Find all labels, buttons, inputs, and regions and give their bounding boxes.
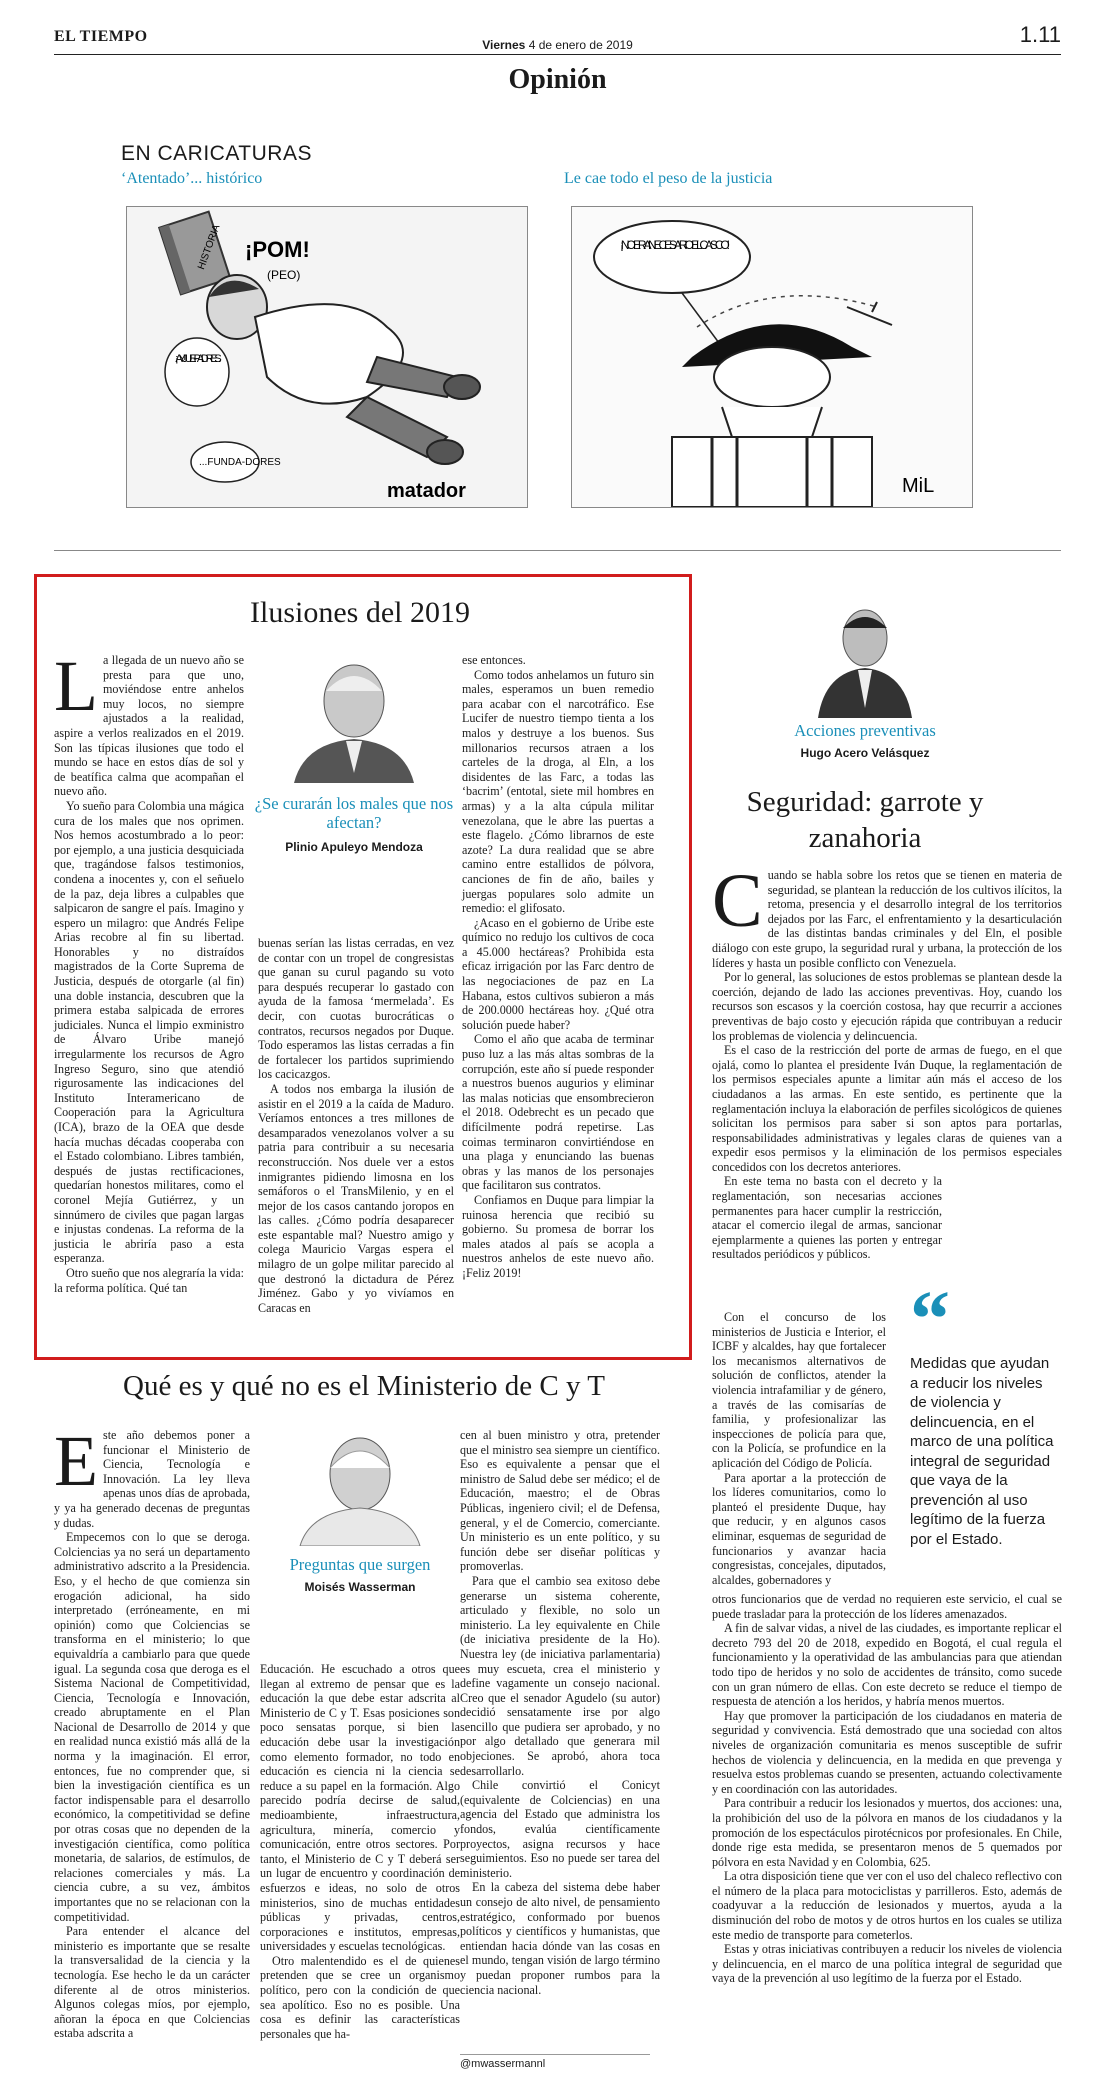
- article3-para: Chile convirtió el Conicyt (equivalente de Colciencias) en una agencia del Estado que administra los fondos, evalúa científicamente proyectos, asigna recursos y hace seguimientos. Eso no puede ser tarea del ministerio.: [460, 1778, 660, 1880]
- mil-signature: MiL: [902, 475, 935, 497]
- issue-date: [0, 38, 1115, 52]
- article3-col1: [54, 1421, 250, 2041]
- article3-title: Qué es y qué no es el Ministerio de C y T: [123, 1370, 605, 1402]
- article2-para-text: uando se habla sobre los retos que se tienen en materia de seguridad, se plantean la reducción de los cultivos ilícitos, la retoma, presencia y el desarrollo integral de los territorios dejados por las Farc, el enfrentamiento y la desarticulación de las distintas bandas criminales y del Eln, el posible diálogo con este grupo, la seguridad rural y urbana, la protección de los líderes y hasta un posible conflicto con Venezuela.: [712, 868, 1062, 970]
- page-number-page: 11: [1038, 22, 1061, 47]
- right-cartoon-art: [572, 207, 972, 507]
- article1-para: ese entonces.: [462, 653, 526, 667]
- issue-date-text: 4 de enero de 2019: [528, 38, 633, 52]
- article2-para: [712, 859, 1062, 970]
- speech-bubble-text: ¡NO ERA NECESARIO EL CASCO!: [620, 238, 730, 252]
- fundadores-text: ...FUNDA-DORES: [199, 457, 281, 468]
- article2-para: Es el caso de la restricción del porte de armas de fuego, en el que ojalá, como lo plantea el presidente Iván Duque, la reglamentación de los permisos especiales apunte a limitar aún más el acceso de los ciudadanos a las armas. En este sentido, es pertinente que la reglamentación incluya la elaboración de perfiles sicológicos de quienes solicitan los permisos para saber si son aptos para portarlas, responsabilidades administrativas y legales claras de quienes van a expedir esos permisos y la eliminación de los permisos especiales concedidos con los decretos anteriores.: [712, 1043, 1062, 1174]
- article3-para: cen al buen ministro y otra, pretender que el ministro sea siempre un científico. Eso es equivalente a pensar que el ministro de Salud debe ser médico; el de Educación, maestro; el de Obras Públicas, ingeniero civil; el de Defensa, general, y el de Comercio, comerciante. Un ministerio es un ente político, y su función debe ser diseñar políticas y promoverlas.: [460, 1428, 660, 1574]
- article3-byline: Moisés Wasserman: [304, 1580, 416, 1594]
- article2-tail: [712, 1592, 1062, 1986]
- twitter-rule: [460, 2054, 650, 2055]
- author-portrait-mendoza: [254, 653, 454, 783]
- article3-para-text: ste año debemos poner a funcionar el Ministerio de Ciencia, Tecnología e Innovación. La ley lleva apenas unos días de aprobada, y ya ha generado decenas de preguntas y dudas.: [54, 1428, 250, 1530]
- article3-para: [54, 1421, 250, 1530]
- author-portrait-acero: [790, 598, 940, 718]
- article1-col1: [54, 646, 244, 1295]
- article3-portrait-block: [260, 1428, 460, 1594]
- article3-col3: [460, 1428, 660, 1997]
- article2-para: En este tema no basta con el decreto y la reglamentación, son necesarias acciones permanentes para hacer cumplir la restricción, atacar el comercio ilegal de armas, sancionar ejemplarmente a quienes las porten y entregar resultados periódicos y públicos.: [712, 1174, 942, 1262]
- article3-para: Otro malentendido es el de quienes pretenden que se cree un organismo político, pero con la condición de que sea apolítico. Eso no es posible. Una cosa es definir las características personales que ha-: [260, 1953, 460, 2041]
- article3-para: Para que el cambio sea exitoso debe generarse un sistema coherente, articulado y flexible, no solo un ministerio. La ley equivalente en Chile (de iniciativa presidente de la Ho). Nuestra ley (de iniciativa parlamentaria) es muy escueta, crea el ministerio y define vagamente un consejo nacional. Creo que el senador Agudelo (su autor) decidió sensatamente irse por algo sencillo que pudiera ser aprobado, y no por algo detallado que generara mil objeciones. Se aprobó, ahora toca desarrollarlo.: [460, 1573, 660, 1778]
- article1-para: Como el año que acaba de terminar puso luz a las más altas sombras de la corrupción, este año sí puede responder a nuestros buenos augurios y eliminar las malas noticias que ensombrecieron el 2018. Odebrecht es un pecado que difícilmente podrá repetirse. Las coimas terminaron convirtiéndose en una plaga y enunciando las buenas obras y las manos de los personajes que facilitaron sus contratos.: [462, 1032, 654, 1193]
- article1-byline: Plinio Apuleyo Mendoza: [285, 840, 423, 854]
- matador-signature: matador: [387, 480, 466, 502]
- page-number: [1020, 22, 1061, 48]
- article2-para: Con el concurso de los ministerios de Justicia e Interior, el ICBF y alcaldes, hay que fortalecer los mecanismos alternativos de solución de conflictos, atender la violencia intrafamiliar y de género, a través de las comisarías de familia, y profesionalizar las inspecciones de policía para que, con la Policía, se profundice en la aplicación del Código de Policía.: [712, 1310, 886, 1470]
- section-divider: [54, 550, 1061, 551]
- author-portrait-wasserman: [260, 1428, 460, 1546]
- left-cartoon-caption: ‘Atentado’... histórico: [121, 170, 263, 187]
- article2-title: Seguridad: garrote y zanahoria: [746, 786, 984, 854]
- article2-narrow-col: [712, 1310, 886, 1587]
- article2-pullquote: Medidas que ayudan a reducir los niveles de violencia y delincuencia, en el marco de una política integral de seguridad que vaya de la prevención al uso legítimo de la fuerza por el Estado.: [910, 1355, 1054, 1548]
- left-cartoon: [126, 206, 528, 508]
- peo-text: (PEO): [267, 268, 301, 282]
- issue-weekday: Viernes: [482, 38, 526, 52]
- article3-portrait-caption: Preguntas que surgen: [289, 1555, 431, 1574]
- article1-col3: [462, 653, 654, 1281]
- article3-para: En la cabeza del sistema debe haber un consejo de alto nivel, de pensamiento estratégico, conformado por buenos políticos y científicos y humanistas, que entiendan hacia dónde van las cosas en el mundo, tengan visión de largo término y puedan proponer rumbos para la ciencia nacional.: [460, 1880, 660, 1997]
- article1-title: Ilusiones del 2019: [250, 596, 470, 629]
- article3-col2: [260, 1662, 460, 2041]
- pom-text: ¡POM!: [245, 237, 310, 262]
- article3-para: Educación. He escuchado a otros que llegan al extremo de pensar que es la educación la que debe estar adscrita al Ministerio de C y T. Esas posiciones son poco sensatas porque, si bien la educación debe usar la investigación como elemento formador, no todo en educación es ciencia ni la ciencia se reduce a su papel en la formación. Algo parecido podría decirse de salud, medioambiente, infraestructura, agricultura, minería, comercio y comunicación, entre otros sectores. Por tanto, el Ministerio de C y T deberá ser un lugar de encuentro y coordinación de esfuerzos e ideas, no solo de otros ministerios, sino de muchas entidades públicas y privadas, centros, corporaciones e institutos, empresas, universidades y escuelas tecnológicas.: [260, 1662, 460, 1954]
- article1-portrait-caption: ¿Se curarán los males que nos afectan?: [254, 794, 454, 832]
- page-number-section: 1.: [1019, 22, 1039, 47]
- article3-twitter: @mwassermannl: [460, 2058, 546, 2070]
- article2-byline: Hugo Acero Velásquez: [800, 746, 930, 760]
- cartoons-heading: EN CARICATURAS: [121, 142, 312, 165]
- article2-para: Por lo general, las soluciones de estos problemas se plantean desde la coerción, dejando de lado las acciones preventivas. Hoy, cuando los recursos son escasos y la coerción costosa, hay que recurrir a acciones preventivas de bajo costo y ejecución rápida que contribuyan a reducir los problemas de violencia y delincuencia.: [712, 970, 1062, 1043]
- left-cartoon-art: [127, 207, 527, 507]
- article2-para: A fin de salvar vidas, a nivel de las ciudades, es importante replicar el decreto 793 del 20 de 2018, expedido en Bogotá, el cual regula el funcionamiento y la operatividad de las ambulancias para que atiendan todo tipo de heridos y no solo de accidentes de tránsito, como sucede con un gran número de ellas. Con este decreto se reduce el tiempo de respuesta de atención a los heridos, y habría menos muertos.: [712, 1621, 1062, 1709]
- dropcap-c: C: [712, 859, 763, 943]
- article1-para: [54, 646, 244, 799]
- article2-para: Para aportar a la protección de los líderes comunitarios, como lo planteó el presidente Duque, hay que reducir, y en algunos casos eliminar, esquemas de seguridad de funcionarios y avanzar hacia congresistas, concejales, diputados, alcaldes, gobernadores y: [712, 1470, 886, 1587]
- article2-intro: [712, 859, 1062, 1262]
- article1-para: Como todos anhelamos un futuro sin males, esperamos un buen remedio para acabar con el narcotráfico. Ese Lucifer de nuestro tiempo tienta a los malos y destruye a los buenos. Sus millonarios recursos atraen a los carteles de la droga, al Eln, a los disidentes de las Farc, a todas las ‘bacrim’ (entotal, siete mil hombres en armas) y a la alta cúpula militar venezolana, que le abre las puertas a este flagelo. ¿Cómo librarnos de este azote? La dura realidad que se abre camino entre estallidos de pólvora, canciones de fin de año, bailes y juergas populares solo admite un remedio: el glifosato.: [462, 667, 654, 916]
- right-cartoon-caption: Le cae todo el peso de la justicia: [564, 170, 773, 187]
- ay-text: ¡AY! JUE-PADRES...: [175, 353, 222, 365]
- article1-para-text: a llegada de un nuevo año se presta para que uno, moviéndose entre anhelos muy locos, no siempre ajustados a la realidad, aspire a verlos realizados en el 2019. Son las típicas ilusiones que todo el mundo se hace en estos días de sol y de beatífica calma que acompañan el nuevo año.: [54, 653, 244, 799]
- article1-para: Otro sueño que nos alegraría la vida: la reforma política. Qué tan: [54, 1265, 244, 1295]
- article1-para: A todos nos embarga la ilusión de asistir en el 2019 a la caída de Maduro. Veríamos entonces a tres millones de desamparados venezolanos volver a su patria para contribuir a su necesaria reconstrucción. Nos duele ver a estos inmigrantes pidiendo limosna en los semáforos o el TransMilenio, y en el mejor de los casos cantando joropos en las calles. ¿Cómo podría desaparecer este espantable mal? Nuestro amigo y colega Mauricio Vargas espera el milagro de un golpe militar parecido al que destronó la dictadura de Pérez Jiménez. Gabo y yo vivíamos en Caracas en: [258, 1081, 454, 1315]
- article1-para: ¿Acaso en el gobierno de Uribe este químico no redujo los cultivos de coca a 45.000 hectáreas? Prohibida esta eficaz irrigación por las Farc dentro de las negociaciones de paz en La Habana, estos cultivos subieron a más de 200.0000 hectáreas hoy. ¿Qué otra solución puede haber?: [462, 915, 654, 1032]
- section-title: Opinión: [508, 64, 607, 95]
- article1-para: Yo sueño para Colombia una mágica cura de los males que nos oprimen. Nos hemos acostumbrado a lo peor: por ejemplo, a una justicia desquiciada que, tragándose falsos testimonios, condena a inocentes y, con el señuelo de la paz, deja libres a culpables que salpicaron de sangre el país. Imagino y espero un milagro: que Andrés Felipe Arias recobre al fin su libertad. Honorables y no distraídos magistrados de la Corte Suprema de Justicia, después de otorgarle (al fin) una doble instancia, descubren que la primera estaba salpicada de errores judiciales. Nunca el limpio exministro de Álvaro Uribe manejó irregularmente los recursos de Agro Ingreso Seguro, sino que atendió rigurosamente las indicaciones del Instituto Interamericano de Cooperación para la Agricultura (ICA), brazo de la OEA que desde hacía muchas décadas cooperaba con el Estado colombiano. Libres también, después de justas rectificaciones, quedarían honestos militares, como el coronel Mejía Gutiérrez, y un sinnúmero de civiles que pagan largas e injustas condenas. La reforma de la justicia le abriría paso a esta esperanza.: [54, 798, 244, 1266]
- article2-portrait-caption: Acciones preventivas: [794, 721, 936, 740]
- book-label: HISTORIA: [196, 223, 223, 272]
- article1-portrait-block: [254, 653, 454, 923]
- right-cartoon: [571, 206, 973, 508]
- article2-para: Hay que promover la participación de los ciudadanos en materia de seguridad y convivencia. Está demostrado que una sociedad con altos niveles de organización comunitaria es menos susceptible de sufrir hechos de violencia y delincuencia, en la medida en que prevenga y resuelva estos problemas cuando se presenten, actuando colectivamente y en coordinación con las autoridades.: [712, 1708, 1062, 1796]
- article2-para: Para contribuir a reducir los lesionados y muertos, dos acciones: una, la prohibición del uso de la pólvora en manos de los ciudadanos y la promoción de los espectáculos pirotécnicos por profesionales. En Chile, donde rige esta medida, se presentaron menos de 5 quemados por pólvora en esta Navidad y en Colombia, 625.: [712, 1796, 1062, 1869]
- dropcap-e: E: [54, 1421, 98, 1501]
- masthead-rule: [54, 54, 1061, 55]
- article2-portrait-block: [790, 598, 940, 718]
- dropcap-l: L: [54, 646, 98, 726]
- article3-para: Empecemos con lo que se deroga. Colciencias ya no será un departamento administrativo adscrito a la Presidencia. Eso, y el hecho de que comienza sin erogación adicional, ha sido interpretado (erróneamente, en mi opinión) como que Colciencias se transforma en el ministerio; lo que equivaldría a cambiarlo para que quede igual. La segunda cosa que deroga es el Sistema Nacional de Competitividad, Ciencia, Tecnología e Innovación, creado abruptamente en el Plan Nacional de Desarrollo de 2014 y que en realidad nunca existió más allá de la norma y la imaginación. El error, entonces, fue no comprender que, si bien la investigación científica es un factor indispensable para el desarrollo económico, la competitividad se define por otras cosas que no dependen de la investigación científica, como política monetaria, de salarios, de estímulos, de relaciones comerciales y más. La ciencia cubre, a su vez, ámbitos importantes que no se relacionan con la competitividad.: [54, 1530, 250, 1924]
- article2-para: Estas y otras iniciativas contribuyen a reducir los niveles de violencia y delincuencia, en el marco de una política integral de seguridad que vaya de la prevención al uso legítimo de la fuerza por el Estado.: [712, 1942, 1062, 1986]
- article3-para: Para entender el alcance del ministerio es importante que se resalte la transversalidad de la ciencia y la tecnología. Ese hecho le da un carácter diferente al de otros ministerios. Algunos colegas míos, por ejemplo, añoran la época en que Colciencias estaba adscrita a: [54, 1924, 250, 2041]
- article1-para: Confiamos en Duque para limpiar la ruinosa herencia que recibió su gobierno. Su promesa de borrar los males atados al país se acopla a nuestros anhelos de este nuevo año. ¡Feliz 2019!: [462, 1192, 654, 1280]
- article1-col2: [258, 936, 454, 1315]
- article2-para: La otra disposición tiene que ver con el uso del chaleco reflectivo con el número de la placa para motociclistas y parrilleros. Esto, además de coadyuvar a la reducción de lesionados y muertos, ayuda a la disminución del robo de motos y de otros hurtos en los cuales se utiliza este medio de transporte para cometerlos.: [712, 1869, 1062, 1942]
- article1-para: buenas serían las listas cerradas, en vez de contar con un tropel de congresistas que ganan su curul pagando su voto para después recuperar lo gastado con ayuda de la famosa ‘mermelada’. Es decir, con cuotas burocráticas o contratos, recursos negados por Duque. Todo esperamos las listas cerradas a fin de fortalecer los partidos suprimiendo los cacicazgos.: [258, 936, 454, 1082]
- article2-para: otros funcionarios que de verdad no requieren este servicio, el cual se puede trasladar para la protección de los líderes amenazados.: [712, 1592, 1062, 1621]
- quote-mark-icon: “: [910, 1276, 950, 1364]
- article2-pullquote-block: [910, 1276, 1060, 1549]
- newspaper-logo: EL TIEMPO: [54, 28, 148, 45]
